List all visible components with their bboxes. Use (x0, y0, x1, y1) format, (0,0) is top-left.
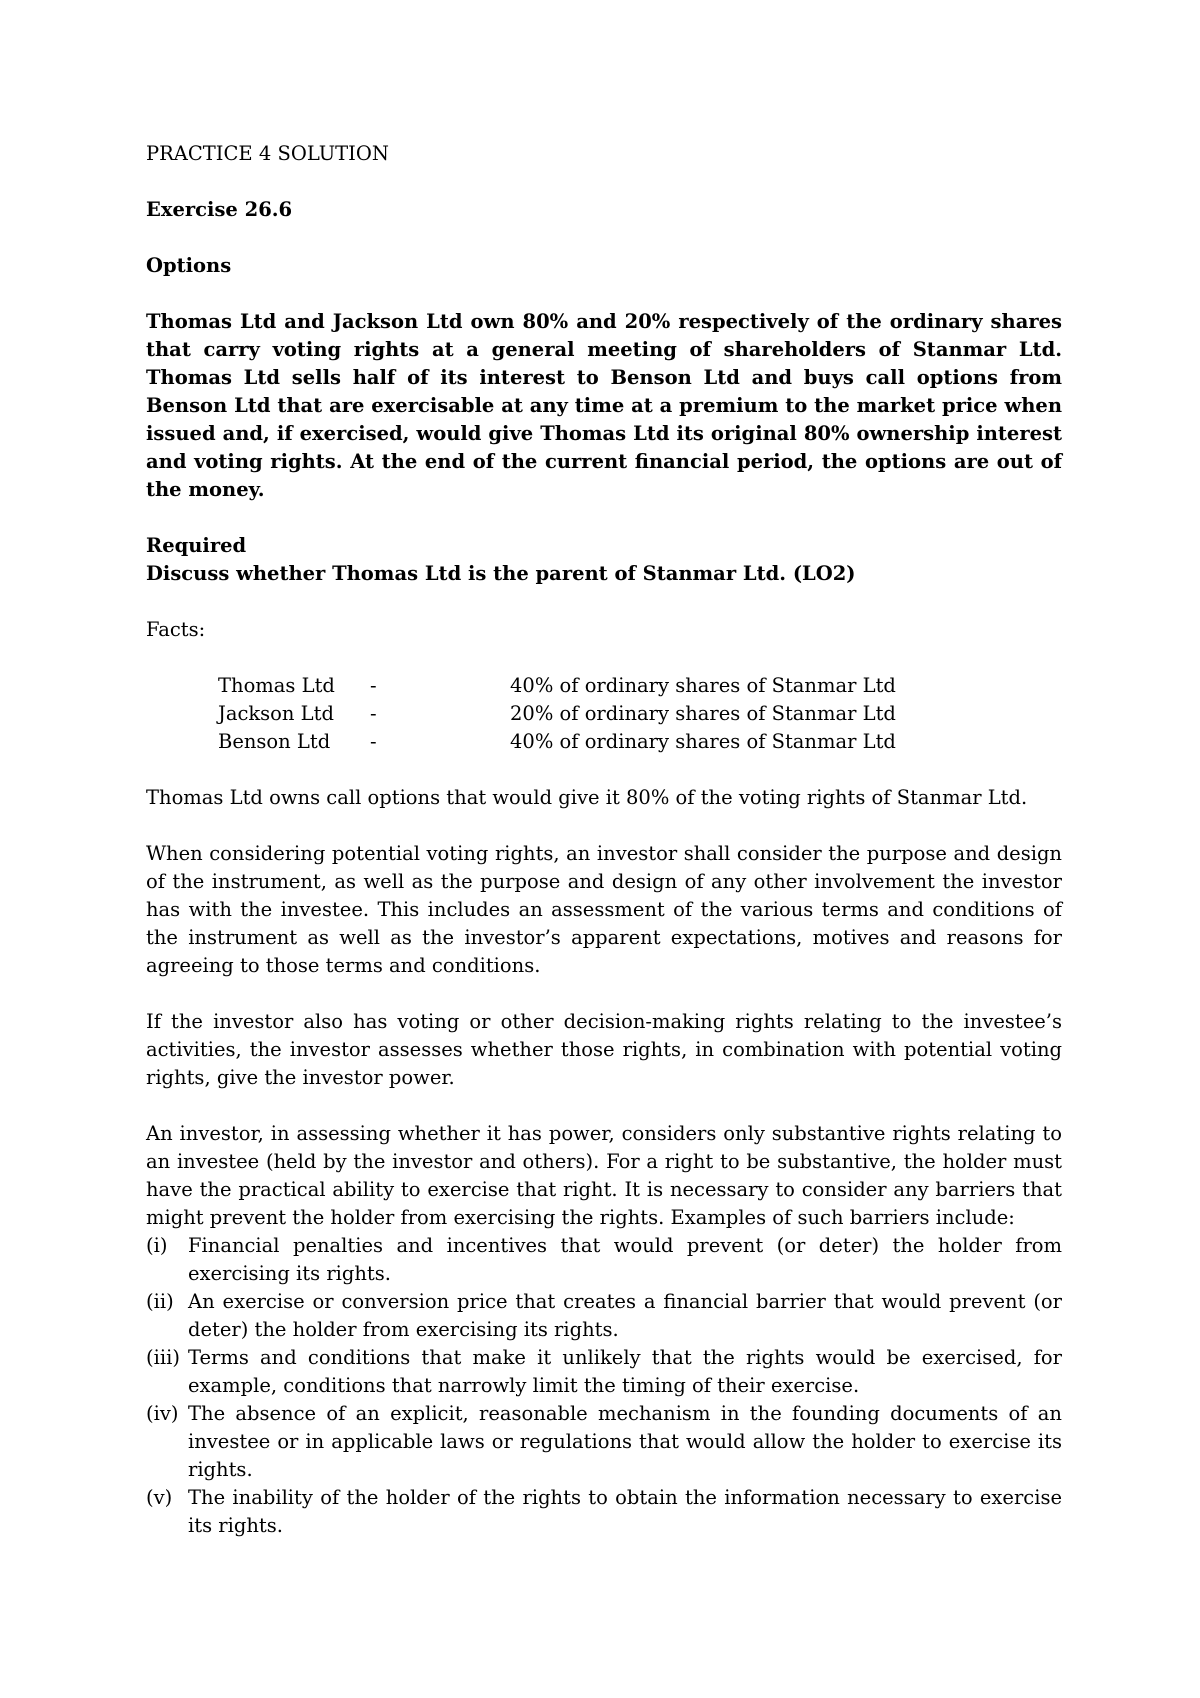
list-item-text: An exercise or conversion price that creates a financial barrier that would prevent (or deter) the holder from exercising its rights. (188, 1290, 1062, 1341)
paragraph-decision-making-rights: If the investor also has voting or other decision-making rights relating to the investee’s activities, the investor assesses whether those rights, in combination with potential voting rights, give the investor power. (146, 1010, 1062, 1089)
fact-row (146, 700, 1062, 728)
list-item-text: Financial penalties and incentives that would prevent (or deter) the holder from exercising its rights. (188, 1234, 1062, 1285)
facts-label: Facts: (146, 618, 206, 641)
fact-description: 40% of ordinary shares of Stanmar Ltd (510, 730, 896, 753)
fact-dash: - (370, 730, 377, 753)
fact-row (146, 728, 1062, 756)
list-item (146, 1484, 1062, 1540)
exercise-heading: Exercise 26.6 (146, 198, 293, 221)
fact-dash: - (370, 674, 377, 697)
required-label: Required (146, 534, 247, 557)
paragraph-substantive-rights: An investor, in assessing whether it has power, considers only substantive rights relating to an investee (held by the investor and others). For a right to be substantive, the holder must have the practical ability to exercise that right. It is necessary to consider any barriers that might prevent the holder from exercising the rights. Examples of such barriers include: (146, 1122, 1062, 1229)
fact-entity: Benson Ltd (218, 730, 331, 753)
paragraph-potential-voting-rights: When considering potential voting rights, an investor shall consider the purpose and design of the instrument, as well as the purpose and design of any other involvement the investor has with the investee. This includes an assessment of the various terms and conditions of the instrument as well as the investor’s apparent expectations, motives and reasons for agreeing to those terms and conditions. (146, 842, 1062, 977)
list-item-number: (v) (146, 1486, 173, 1509)
required-text: Discuss whether Thomas Ltd is the parent of Stanmar Ltd. (LO2) (146, 562, 856, 585)
section-heading: Options (146, 254, 232, 277)
fact-description: 20% of ordinary shares of Stanmar Ltd (510, 702, 896, 725)
list-item-text: The inability of the holder of the rights to obtain the information necessary to exercise its rights. (188, 1486, 1062, 1537)
barriers-list (146, 1232, 1062, 1540)
paragraph-call-options: Thomas Ltd owns call options that would give it 80% of the voting rights of Stanmar Ltd. (146, 786, 1028, 809)
facts-list (146, 672, 1062, 756)
list-item-text: The absence of an explicit, reasonable mechanism in the founding documents of an investee or in applicable laws or regulations that would allow the holder to exercise its rights. (188, 1402, 1062, 1481)
list-item (146, 1344, 1062, 1400)
fact-entity: Thomas Ltd (218, 674, 335, 697)
fact-entity: Jackson Ltd (218, 702, 334, 725)
fact-description: 40% of ordinary shares of Stanmar Ltd (510, 674, 896, 697)
document-title: PRACTICE 4 SOLUTION (146, 142, 389, 165)
document-page (146, 140, 1062, 1568)
fact-dash: - (370, 702, 377, 725)
list-item (146, 1288, 1062, 1344)
list-item-text: Terms and conditions that make it unlikely that the rights would be exercised, for example, conditions that narrowly limit the timing of their exercise. (188, 1346, 1062, 1397)
list-item-number: (iii) (146, 1346, 180, 1369)
question-paragraph: Thomas Ltd and Jackson Ltd own 80% and 20% respectively of the ordinary shares that carry voting rights at a general meeting of shareholders of Stanmar Ltd. Thomas Ltd sells half of its interest to Benson Ltd and buys call options from Benson Ltd that are exercisable at any time at a premium to the market price when issued and, if exercised, would give Thomas Ltd its original 80% ownership interest and voting rights. At the end of the current financial period, the options are out of the money. (146, 310, 1062, 501)
list-item-number: (iv) (146, 1402, 179, 1425)
list-item (146, 1400, 1062, 1484)
list-item-number: (ii) (146, 1290, 174, 1313)
list-item (146, 1232, 1062, 1288)
list-item-number: (i) (146, 1234, 168, 1257)
fact-row (146, 672, 1062, 700)
